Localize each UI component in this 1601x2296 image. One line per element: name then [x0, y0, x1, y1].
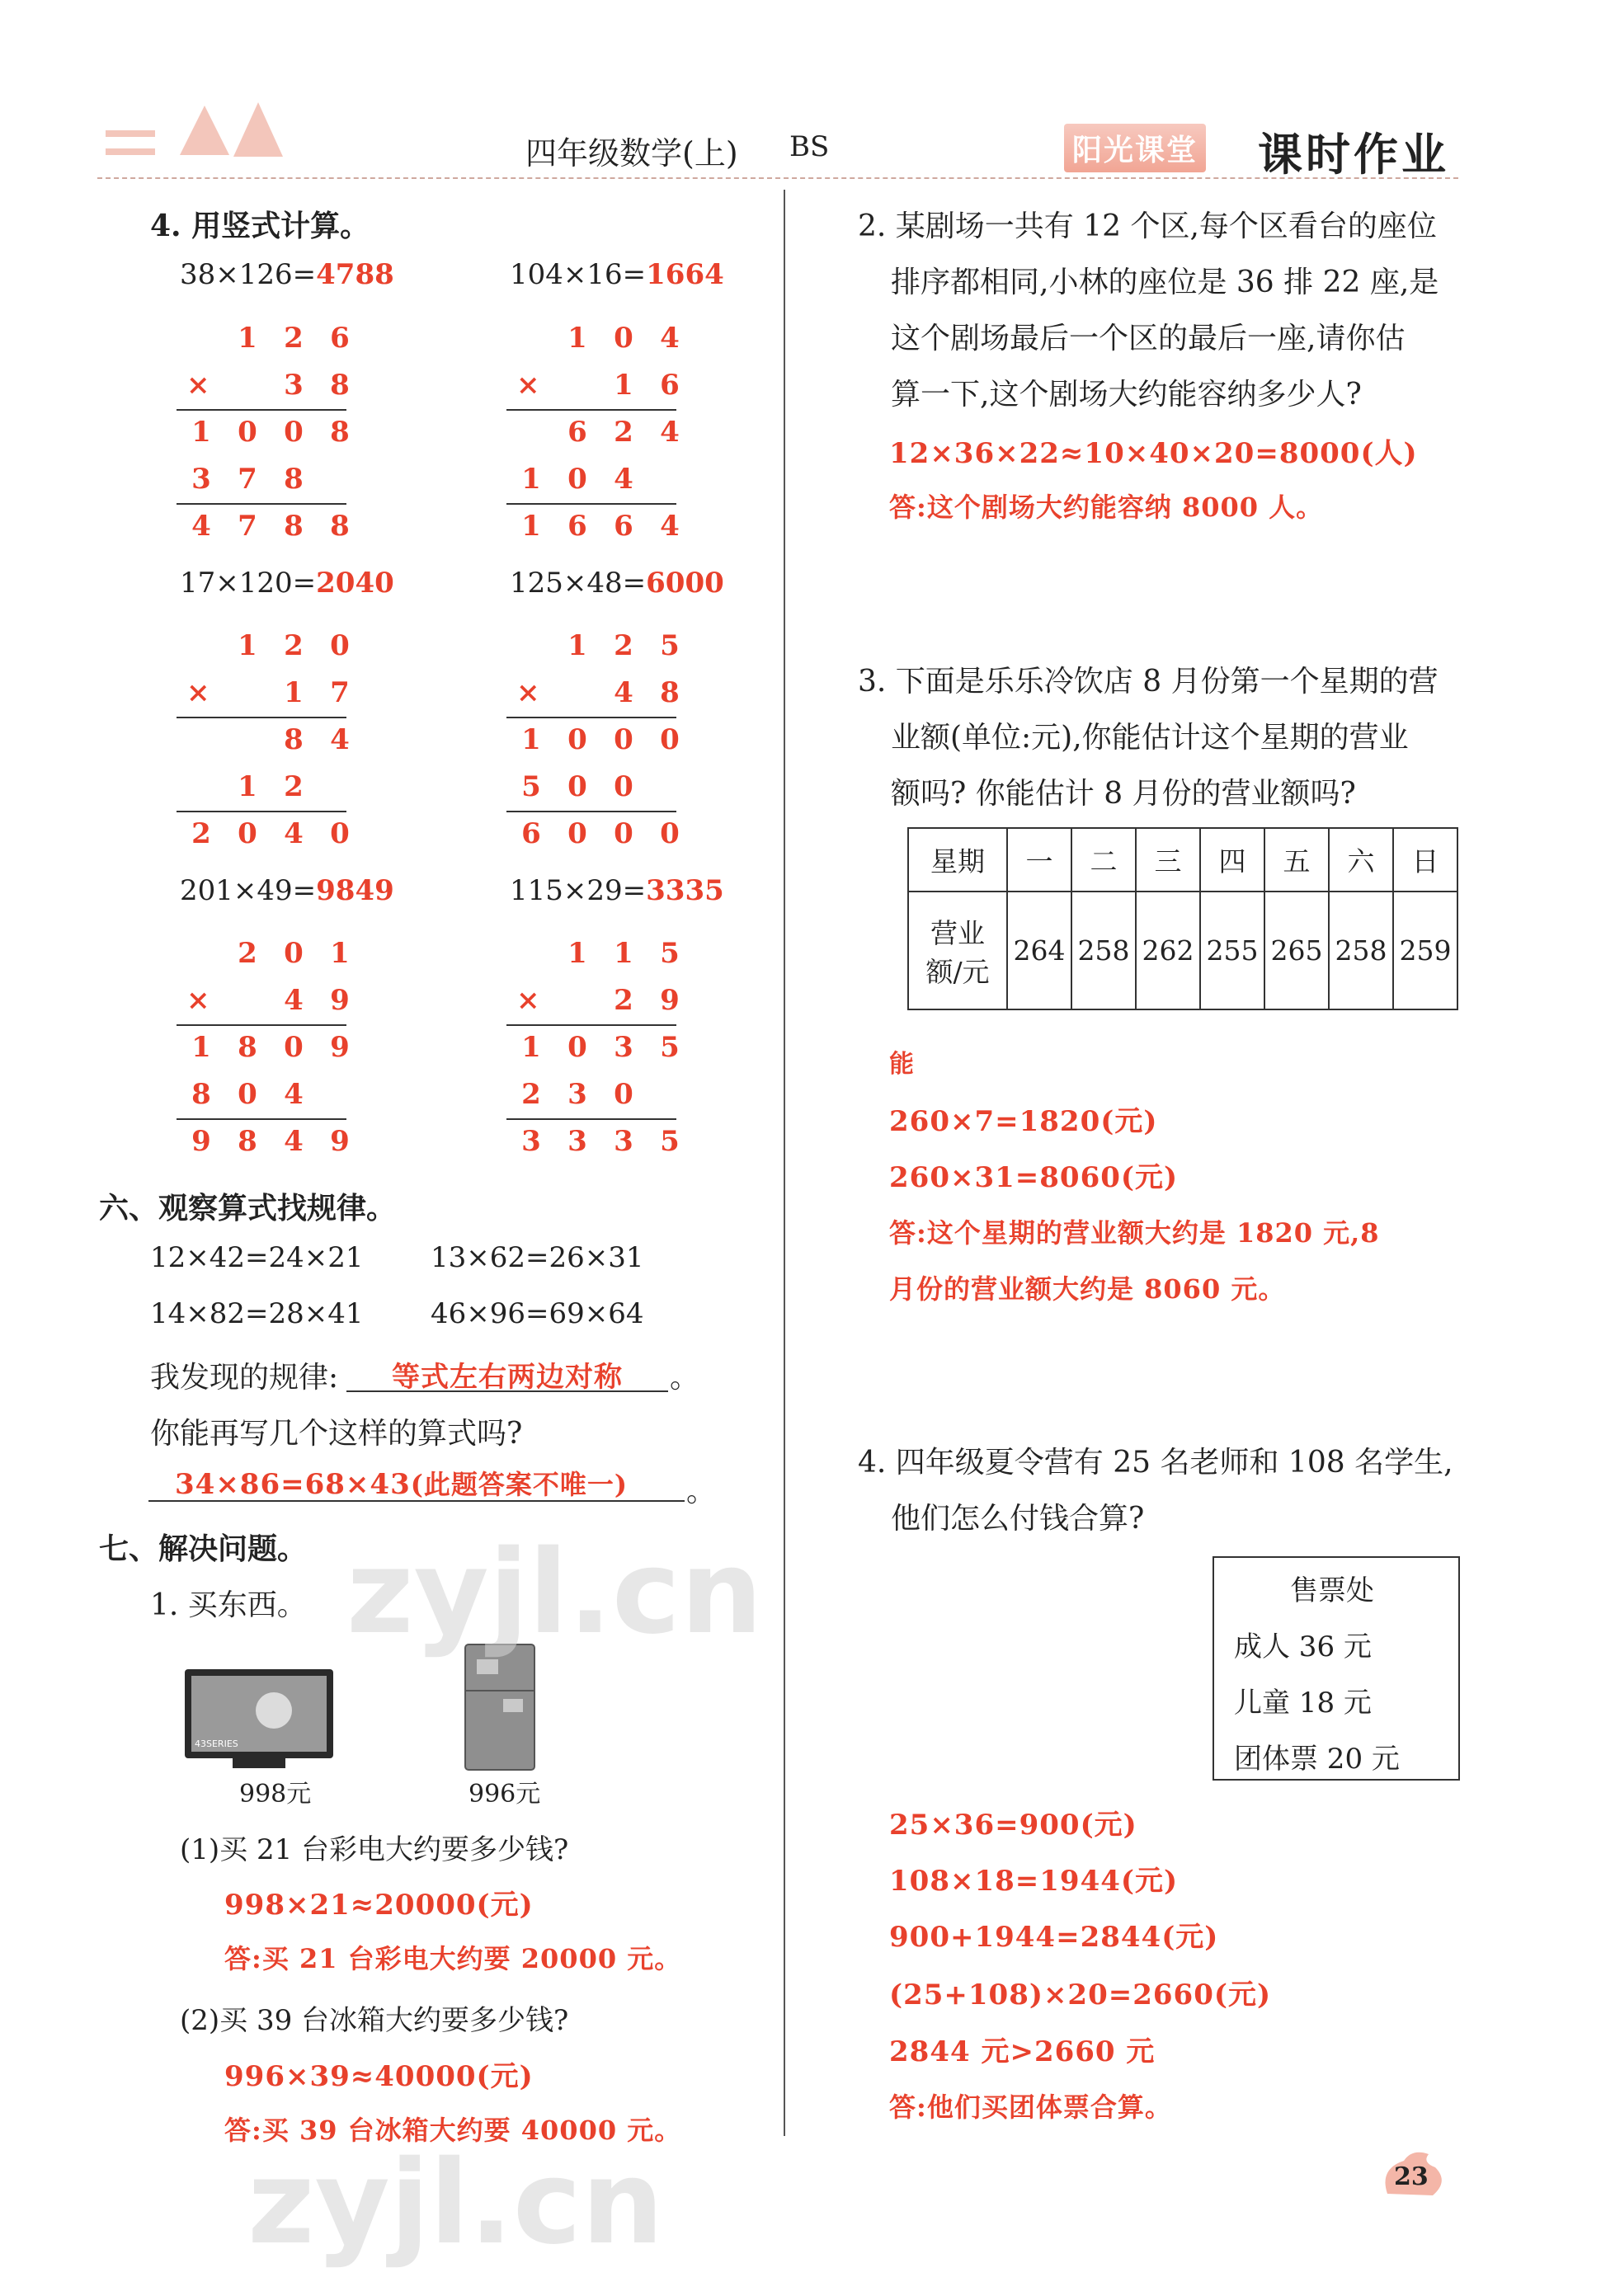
- sales-table: [907, 827, 1458, 1010]
- calc-digit: 0: [614, 1078, 633, 1111]
- calc-expression: [180, 567, 394, 600]
- table-label-cell: [908, 892, 1007, 1009]
- table-cell: 258: [1329, 892, 1393, 1009]
- calc-digit: 3: [567, 1078, 587, 1111]
- calc-rule: [506, 811, 676, 812]
- table-header-cell: 二: [1071, 828, 1136, 892]
- equation: 46×96=69×64: [431, 1297, 644, 1330]
- times-sign: ×: [186, 369, 210, 402]
- problem-4-answer: 答:他们买团体票合算。: [889, 2091, 1172, 2123]
- calc-digit: 9: [330, 1031, 350, 1064]
- calc-digit: 1: [567, 629, 587, 662]
- calc-rule: [177, 503, 346, 505]
- tv-price: 998元: [239, 1780, 312, 1809]
- times-sign: ×: [186, 984, 210, 1017]
- calc-rule: [177, 1118, 346, 1120]
- section-7-heading: 七、解决问题。: [99, 1531, 308, 1566]
- calc-digit: 0: [567, 723, 587, 756]
- calc-digit: 0: [284, 416, 304, 449]
- problem-4-calc: 108×18=1944(元): [889, 1865, 1179, 1898]
- fridge-price: 996元: [469, 1780, 541, 1809]
- calc-digit: 2: [614, 416, 633, 449]
- calc-digit: 4: [284, 984, 304, 1017]
- calc-digit: 1: [191, 416, 211, 449]
- calc-digit: 0: [330, 817, 350, 850]
- problem-4-line: 4. 四年级夏令营有 25 名老师和 108 名学生,: [858, 1446, 1453, 1480]
- calc-digit: 8: [330, 416, 350, 449]
- table-cell: 258: [1071, 892, 1136, 1009]
- problem-4-calc: (25+108)×20=2660(元): [889, 1978, 1272, 2011]
- problem-3-answer: 答:这个星期的营业额大约是 1820 元,8: [889, 1217, 1380, 1249]
- calc-digit: 9: [330, 1125, 350, 1158]
- calc-digit: 7: [330, 676, 350, 709]
- label-line: 营业: [930, 916, 985, 949]
- calc-digit: 1: [191, 1031, 211, 1064]
- calc-digit: 2: [284, 770, 304, 803]
- ticket-adult: 成人 36 元: [1234, 1630, 1372, 1663]
- label-line: 额/元: [925, 955, 990, 988]
- equation: 14×82=28×41: [150, 1297, 364, 1330]
- times-sign: ×: [186, 676, 210, 709]
- calc-digit: 6: [567, 416, 587, 449]
- table-header-cell: 日: [1393, 828, 1457, 892]
- calc-digit: 0: [330, 629, 350, 662]
- problem-4-calc: 25×36=900(元): [889, 1809, 1137, 1842]
- calc-digit: 8: [330, 510, 350, 543]
- problem-4-calc: 900+1944=2844(元): [889, 1921, 1219, 1954]
- calc-digit: 8: [330, 369, 350, 402]
- calc-digit: 1: [521, 510, 541, 543]
- calc-answer: 1664: [646, 258, 724, 291]
- calc-expression: [510, 874, 724, 907]
- calc-rule: [177, 409, 346, 411]
- calc-digit: 5: [521, 770, 541, 803]
- calc-digit: 7: [238, 463, 257, 496]
- calc-digit: 4: [660, 416, 680, 449]
- problem-3-line: 3. 下面是乐乐冷饮店 8 月份第一个星期的营: [858, 665, 1439, 699]
- calc-digit: 0: [238, 817, 257, 850]
- expr-text: 104×16=: [510, 258, 647, 291]
- table-cell: 262: [1136, 892, 1200, 1009]
- calc-digit: 2: [238, 937, 257, 970]
- calc-digit: 0: [567, 1031, 587, 1064]
- calc-digit: 0: [567, 817, 587, 850]
- calc-digit: 1: [284, 676, 304, 709]
- calc-digit: 0: [660, 723, 680, 756]
- calc-digit: 0: [238, 1078, 257, 1111]
- calc-digit: 8: [238, 1125, 257, 1158]
- calc-digit: 6: [330, 322, 350, 355]
- calc-digit: 4: [191, 510, 211, 543]
- calc-digit: 5: [660, 1031, 680, 1064]
- section-6-heading: 六、观察算式找规律。: [99, 1191, 397, 1226]
- calc-digit: 5: [660, 629, 680, 662]
- column-divider: [784, 190, 785, 2136]
- calc-digit: 3: [567, 1125, 587, 1158]
- table-header-cell: 星期: [908, 828, 1007, 892]
- times-sign: ×: [516, 984, 540, 1017]
- calc-expression: [180, 258, 394, 291]
- fridge-icon: [462, 1641, 538, 1773]
- calc-digit: 9: [330, 984, 350, 1017]
- calc-digit: 1: [238, 770, 257, 803]
- table-row: [908, 892, 1457, 1009]
- times-sign: ×: [516, 676, 540, 709]
- calc-rule: [506, 717, 676, 718]
- problem-2-line: 2. 某剧场一共有 12 个区,每个区看台的座位: [858, 209, 1437, 243]
- more-answer-line: [148, 1464, 685, 1502]
- calc-answer: 6000: [646, 567, 724, 600]
- problem-1-title: 1. 买东西。: [150, 1588, 307, 1622]
- expr-text: 17×120=: [180, 567, 317, 600]
- calc-digit: 2: [614, 629, 633, 662]
- problem-2-calc: 12×36×22≈10×40×20=8000(人): [889, 437, 1418, 470]
- calc-digit: 3: [191, 463, 211, 496]
- problem-2-line: 排序都相同,小林的座位是 36 排 22 座,是: [891, 266, 1439, 299]
- problem-3-calc1: 260×7=1820(元): [889, 1105, 1158, 1138]
- table-cell: 259: [1393, 892, 1457, 1009]
- times-sign: ×: [516, 369, 540, 402]
- calc-digit: 1: [567, 322, 587, 355]
- problem-1-q1: (1)买 21 台彩电大约要多少钱?: [180, 1833, 569, 1866]
- calc-digit: 6: [614, 510, 633, 543]
- watermark: zyjl.cn: [346, 1526, 763, 1660]
- calc-digit: 1: [330, 937, 350, 970]
- calc-digit: 9: [660, 984, 680, 1017]
- calc-digit: 0: [238, 416, 257, 449]
- rule-answer: 等式左右两边对称: [392, 1361, 623, 1394]
- problem-3-calc2: 260×31=8060(元): [889, 1161, 1179, 1194]
- calc-digit: 5: [660, 1125, 680, 1158]
- calc-digit: 0: [614, 770, 633, 803]
- problem-4-compare: 2844 元>2660 元: [889, 2035, 1156, 2068]
- calc-digit: 2: [521, 1078, 541, 1111]
- calc-digit: 1: [521, 723, 541, 756]
- calc-digit: 5: [660, 937, 680, 970]
- calc-digit: 1: [614, 937, 633, 970]
- calc-digit: 9: [191, 1125, 211, 1158]
- calc-digit: 2: [614, 984, 633, 1017]
- table-header-cell: 六: [1329, 828, 1393, 892]
- calc-rule: [506, 503, 676, 505]
- problem-3-line: 业额(单位:元),你能估计这个星期的营业: [891, 721, 1409, 755]
- calc-digit: 4: [284, 1078, 304, 1111]
- more-note: (此题答案不唯一): [410, 1469, 629, 1500]
- problem-3-can: 能: [889, 1050, 915, 1079]
- header-divider: [97, 177, 1458, 179]
- calc-answer: 9849: [316, 874, 394, 907]
- more-prompt: 你能再写几个这样的算式吗?: [150, 1417, 523, 1451]
- problem-1-a1-calc: 998×21≈20000(元): [224, 1889, 534, 1922]
- problem-3-answer: 月份的营业额大约是 8060 元。: [889, 1273, 1286, 1305]
- calc-rule: [177, 811, 346, 812]
- problem-1-q2: (2)买 39 台冰箱大约要多少钱?: [180, 2004, 569, 2037]
- punct: 。: [686, 1475, 717, 1508]
- calc-digit: 6: [567, 510, 587, 543]
- calc-digit: 2: [284, 322, 304, 355]
- book-title: 四年级数学(上): [525, 135, 738, 172]
- calc-digit: 1: [521, 1031, 541, 1064]
- problem-1-a1-answer: 答:买 21 台彩电大约要 20000 元。: [224, 1943, 682, 1974]
- calc-digit: 3: [284, 369, 304, 402]
- expr-text: 125×48=: [510, 567, 647, 600]
- calc-digit: 0: [567, 463, 587, 496]
- calc-rule: [506, 1118, 676, 1120]
- table-cell: 255: [1200, 892, 1264, 1009]
- expr-text: 38×126=: [180, 258, 317, 291]
- calc-digit: 0: [567, 770, 587, 803]
- equation: 13×62=26×31: [431, 1241, 644, 1274]
- calc-digit: 3: [521, 1125, 541, 1158]
- calc-digit: 1: [614, 369, 633, 402]
- calc-digit: 4: [284, 817, 304, 850]
- calc-expression: [510, 567, 724, 600]
- calc-digit: 1: [567, 937, 587, 970]
- problem-1-a2-answer: 答:买 39 台冰箱大约要 40000 元。: [224, 2115, 682, 2146]
- calc-digit: 8: [238, 1031, 257, 1064]
- page-number: 23: [1394, 2162, 1429, 2191]
- snowy-trees-icon: [97, 97, 287, 163]
- calc-digit: 4: [614, 676, 633, 709]
- equation: 12×42=24×21: [150, 1241, 364, 1274]
- rule-prompt: 我发现的规律:: [150, 1361, 339, 1395]
- series-badge: 阳光课堂: [1064, 124, 1206, 172]
- table-row: [908, 828, 1457, 892]
- tv-icon: [183, 1668, 335, 1775]
- watermark: zyjl.cn: [247, 2136, 664, 2270]
- calc-digit: 6: [660, 369, 680, 402]
- table-header-cell: 三: [1136, 828, 1200, 892]
- ticket-title: 售票处: [1290, 1574, 1374, 1607]
- calc-digit: 1: [521, 463, 541, 496]
- calc-answer: 2040: [316, 567, 394, 600]
- calc-rule: [177, 1024, 346, 1026]
- table-header-cell: 一: [1007, 828, 1071, 892]
- calc-digit: 1: [238, 322, 257, 355]
- calc-digit: 6: [521, 817, 541, 850]
- calc-digit: 0: [614, 322, 633, 355]
- calc-digit: 2: [284, 629, 304, 662]
- header-decoration: [97, 97, 287, 163]
- calc-rule: [177, 717, 346, 718]
- calc-digit: 8: [284, 510, 304, 543]
- table-cell: 264: [1007, 892, 1071, 1009]
- calc-digit: 0: [284, 1031, 304, 1064]
- expr-text: 201×49=: [180, 874, 317, 907]
- tv-image: [183, 1668, 335, 1775]
- calc-digit: 4: [330, 723, 350, 756]
- problem-2-answer: 答:这个剧场大约能容纳 8000 人。: [889, 492, 1324, 523]
- table-header-cell: 五: [1264, 828, 1329, 892]
- expr-text: 115×29=: [510, 874, 647, 907]
- calc-digit: 0: [614, 723, 633, 756]
- fridge-image: [462, 1641, 538, 1773]
- calc-answer: 4788: [316, 258, 394, 291]
- calc-digit: 4: [660, 322, 680, 355]
- calc-digit: 4: [614, 463, 633, 496]
- calc-digit: 3: [614, 1125, 633, 1158]
- calc-digit: 4: [284, 1125, 304, 1158]
- punct: 。: [670, 1361, 700, 1395]
- calc-digit: 0: [284, 937, 304, 970]
- table-cell: 265: [1264, 892, 1329, 1009]
- calc-digit: 2: [191, 817, 211, 850]
- ticket-group: 团体票 20 元: [1234, 1743, 1400, 1776]
- problem-4-line: 他们怎么付钱合算?: [891, 1502, 1145, 1536]
- calc-answer: 3335: [646, 874, 724, 907]
- table-header-cell: 四: [1200, 828, 1264, 892]
- calc-digit: 8: [660, 676, 680, 709]
- calc-digit: 8: [284, 463, 304, 496]
- ticket-box: [1213, 1556, 1460, 1781]
- calc-digit: 0: [660, 817, 680, 850]
- calc-digit: 0: [614, 817, 633, 850]
- rule-answer-line: [346, 1354, 668, 1392]
- problem-2-line: 这个剧场最后一个区的最后一座,请你估: [891, 322, 1406, 355]
- calc-digit: 1: [238, 629, 257, 662]
- calc-expression: [180, 874, 394, 907]
- calc-digit: 8: [284, 723, 304, 756]
- calc-digit: 8: [191, 1078, 211, 1111]
- calc-digit: 4: [660, 510, 680, 543]
- edition-label: BS: [789, 130, 830, 163]
- problem-2-line: 算一下,这个剧场大约能容纳多少人?: [891, 378, 1362, 412]
- calc-digit: 3: [614, 1031, 633, 1064]
- calc-digit: 7: [238, 510, 257, 543]
- calc-expression: [510, 258, 724, 291]
- problem-1-a2-calc: 996×39≈40000(元): [224, 2060, 534, 2093]
- calc-rule: [506, 1024, 676, 1026]
- page-number-badge: [1371, 2144, 1453, 2202]
- q4-heading: 4. 用竖式计算。: [150, 209, 370, 243]
- problem-3-line: 额吗? 你能估计 8 月份的营业额吗?: [891, 777, 1356, 811]
- brand-title: 课时作业: [1258, 128, 1449, 181]
- calc-rule: [506, 409, 676, 411]
- more-answer: 34×86=68×43: [175, 1468, 411, 1501]
- ticket-child: 儿童 18 元: [1234, 1687, 1372, 1720]
- tv-brand-label: 43SERIES: [195, 1738, 238, 1749]
